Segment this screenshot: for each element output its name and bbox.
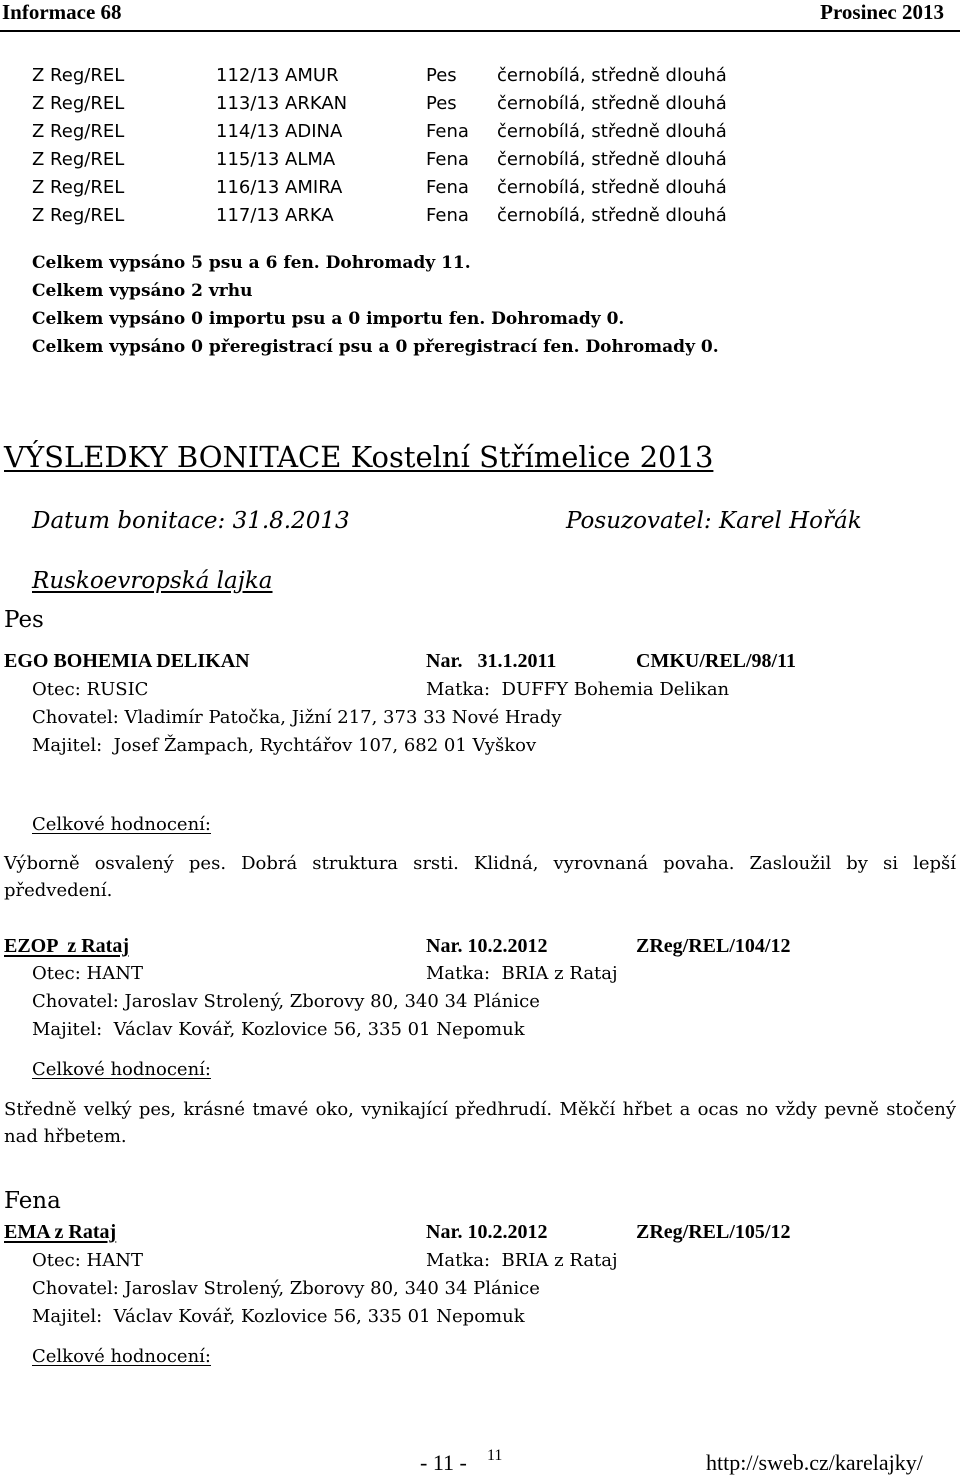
evaluation-text: Výborně osvalený pes. Dobrá struktura srsti. Klidná, vyrovnaná povaha. Zasloužil by si lepší: [4, 853, 956, 874]
summary-line: Celkem vypsáno 2 vrhu: [32, 281, 253, 301]
registry-coat: černobílá, středně dlouhá: [497, 65, 727, 86]
dog-registration: ZReg/REL/104/12: [636, 935, 791, 957]
registry-coat: černobílá, středně dlouhá: [497, 177, 727, 198]
header-rule: [0, 30, 960, 32]
summary-line: Celkem vypsáno 0 importu psu a 0 importu fen. Dohromady 0.: [32, 309, 625, 329]
dog-breeder: Chovatel: Vladimír Patočka, Jižní 217, 373 33 Nové Hrady: [32, 707, 562, 728]
registry-sex: Fena: [426, 149, 469, 170]
results-title: VÝSLEDKY BONITACE Kostelní Střímelice 2013: [4, 440, 714, 474]
registry-number: 113/13 ARKAN: [216, 93, 348, 114]
dog-name: EMA z Rataj: [4, 1221, 117, 1243]
breed-title: Ruskoevropská lajka: [32, 568, 273, 594]
dog-owner: Majitel: Josef Žampach, Rychtářov 107, 682 01 Vyškov: [32, 735, 537, 756]
section-females: Fena: [4, 1188, 61, 1214]
dog-name: EZOP z Rataj: [4, 935, 129, 957]
registry-coat: černobílá, středně dlouhá: [497, 205, 727, 226]
dog-birth: Nar. 10.2.2012: [426, 1221, 548, 1243]
footer-url[interactable]: http://sweb.cz/karelajky/: [706, 1450, 923, 1475]
assessment-date: Datum bonitace: 31.8.2013: [32, 508, 350, 534]
evaluation-text: Středně velký pes, krásné tmavé oko, vynikající předhrudí. Měkčí hřbet a ocas no vždy pevně stočený: [4, 1099, 956, 1120]
registry-number: 116/13 AMIRA: [216, 177, 343, 198]
registry-coat: černobílá, středně dlouhá: [497, 121, 727, 142]
registry-type: Z Reg/REL: [32, 205, 125, 226]
dog-sire: Otec: RUSIC: [32, 679, 149, 700]
evaluation-label: Celkové hodnocení:: [32, 1346, 211, 1367]
dog-breeder: Chovatel: Jaroslav Strolený, Zborovy 80, 340 34 Plánice: [32, 991, 540, 1012]
registry-type: Z Reg/REL: [32, 65, 125, 86]
registry-sex: Pes: [426, 93, 457, 114]
registry-number: 117/13 ARKA: [216, 205, 334, 226]
dog-sire: Otec: HANT: [32, 963, 143, 984]
registry-number: 114/13 ADINA: [216, 121, 343, 142]
dog-sire: Otec: HANT: [32, 1250, 143, 1271]
evaluation-label: Celkové hodnocení:: [32, 814, 211, 835]
registry-type: Z Reg/REL: [32, 93, 125, 114]
registry-type: Z Reg/REL: [32, 177, 125, 198]
dog-breeder: Chovatel: Jaroslav Strolený, Zborovy 80, 340 34 Plánice: [32, 1278, 540, 1299]
dog-dam: Matka: DUFFY Bohemia Delikan: [426, 679, 730, 700]
dog-owner: Majitel: Václav Kovář, Kozlovice 56, 335 01 Nepomuk: [32, 1306, 525, 1327]
section-males: Pes: [4, 607, 44, 633]
header-issue: Informace 68: [2, 0, 122, 24]
registry-type: Z Reg/REL: [32, 149, 125, 170]
registry-sex: Fena: [426, 205, 469, 226]
dog-dam: Matka: BRIA z Rataj: [426, 963, 618, 984]
registry-type: Z Reg/REL: [32, 121, 125, 142]
evaluation-text: nad hřbetem.: [4, 1126, 127, 1147]
evaluation-text: předvedení.: [4, 880, 113, 901]
dog-dam: Matka: BRIA z Rataj: [426, 1250, 618, 1271]
dog-registration: CMKU/REL/98/11: [636, 650, 797, 672]
summary-line: Celkem vypsáno 5 psu a 6 fen. Dohromady 11.: [32, 253, 471, 273]
evaluation-label: Celkové hodnocení:: [32, 1059, 211, 1080]
dog-birth: Nar. 10.2.2012: [426, 935, 548, 957]
registry-sex: Fena: [426, 121, 469, 142]
header-date: Prosinec 2013: [820, 0, 944, 24]
judge: Posuzovatel: Karel Hořák: [566, 508, 862, 534]
registry-number: 115/13 ALMA: [216, 149, 336, 170]
dog-name: EGO BOHEMIA DELIKAN: [4, 650, 250, 672]
page-number-superscript: 11: [487, 1447, 503, 1464]
registry-sex: Fena: [426, 177, 469, 198]
registry-coat: černobílá, středně dlouhá: [497, 149, 727, 170]
dog-birth: Nar. 31.1.2011: [426, 650, 557, 672]
registry-coat: černobílá, středně dlouhá: [497, 93, 727, 114]
registry-number: 112/13 AMUR: [216, 65, 339, 86]
summary-line: Celkem vypsáno 0 přeregistrací psu a 0 přeregistrací fen. Dohromady 0.: [32, 337, 719, 357]
page-number: - 11 -: [420, 1450, 467, 1475]
dog-owner: Majitel: Václav Kovář, Kozlovice 56, 335 01 Nepomuk: [32, 1019, 525, 1040]
dog-registration: ZReg/REL/105/12: [636, 1221, 791, 1243]
registry-sex: Pes: [426, 65, 457, 86]
